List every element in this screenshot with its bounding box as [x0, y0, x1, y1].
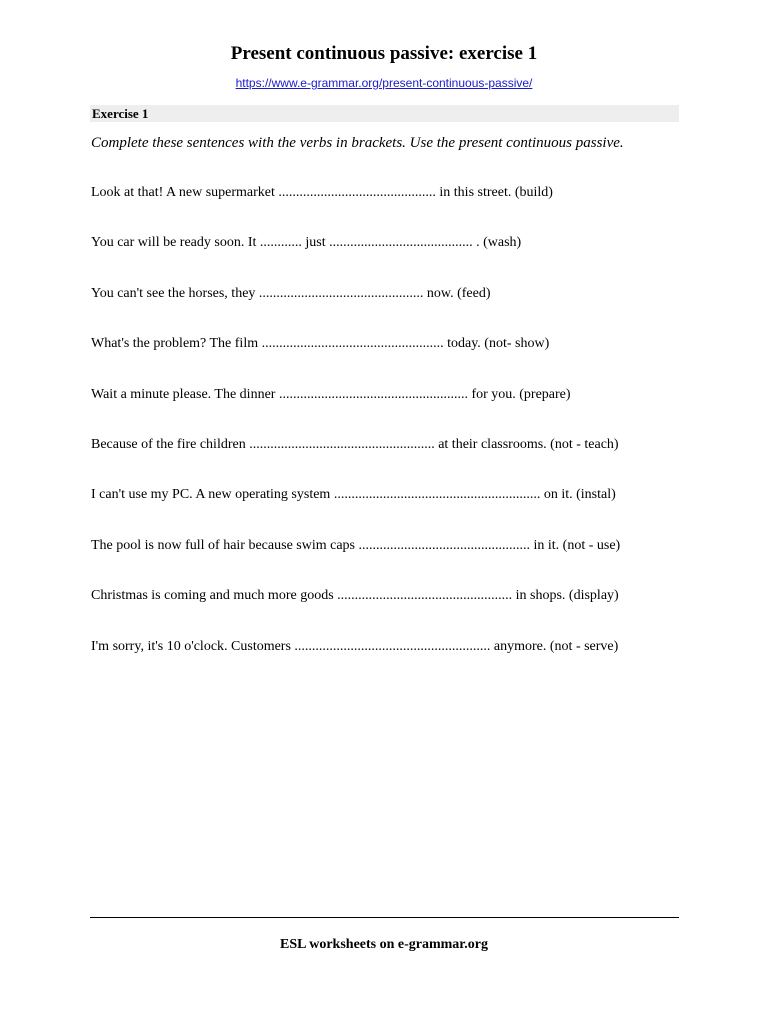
page-title: Present continuous passive: exercise 1: [230, 43, 538, 64]
sentence-list: [91, 184, 691, 688]
sentence-6: Because of the fire children ..................................................... at their classrooms. (not - teach): [91, 436, 619, 452]
sentence-10: I'm sorry, it's 10 o'clock. Customers ........................................................ anymore. (not - serve): [91, 638, 619, 654]
sentence-2: You car will be ready soon. It ............ just ......................................... . (wash): [91, 235, 522, 251]
footer-divider: [90, 917, 679, 918]
sentence-8: The pool is now full of hair because swim caps ................................................. in it. (not - use): [91, 537, 621, 553]
sentence-4: What's the problem? The film .................................................... today. (not- show): [91, 336, 550, 352]
sentence-5: Wait a minute please. The dinner ...................................................... for you. (prepare): [91, 386, 571, 402]
sentence-9: Christmas is coming and much more goods .................................................. in shops. (display): [91, 588, 619, 604]
sentence-1: Look at that! A new supermarket ............................................. in this street. (build): [91, 185, 553, 200]
footer-text: ESL worksheets on e-grammar.org: [280, 937, 488, 952]
source-link-container: [0, 75, 768, 91]
source-link[interactable]: https://www.e-grammar.org/present-continuous-passive/: [235, 76, 533, 90]
sentence-3: You can't see the horses, they ............................................... now. (feed): [91, 285, 491, 301]
exercise-heading: Exercise 1: [90, 105, 679, 122]
sentence-7: I can't use my PC. A new operating system ........................................................... on it. (instal): [91, 487, 616, 503]
exercise-instructions: Complete these sentences with the verbs in brackets. Use the present continuous passive.: [91, 135, 624, 151]
